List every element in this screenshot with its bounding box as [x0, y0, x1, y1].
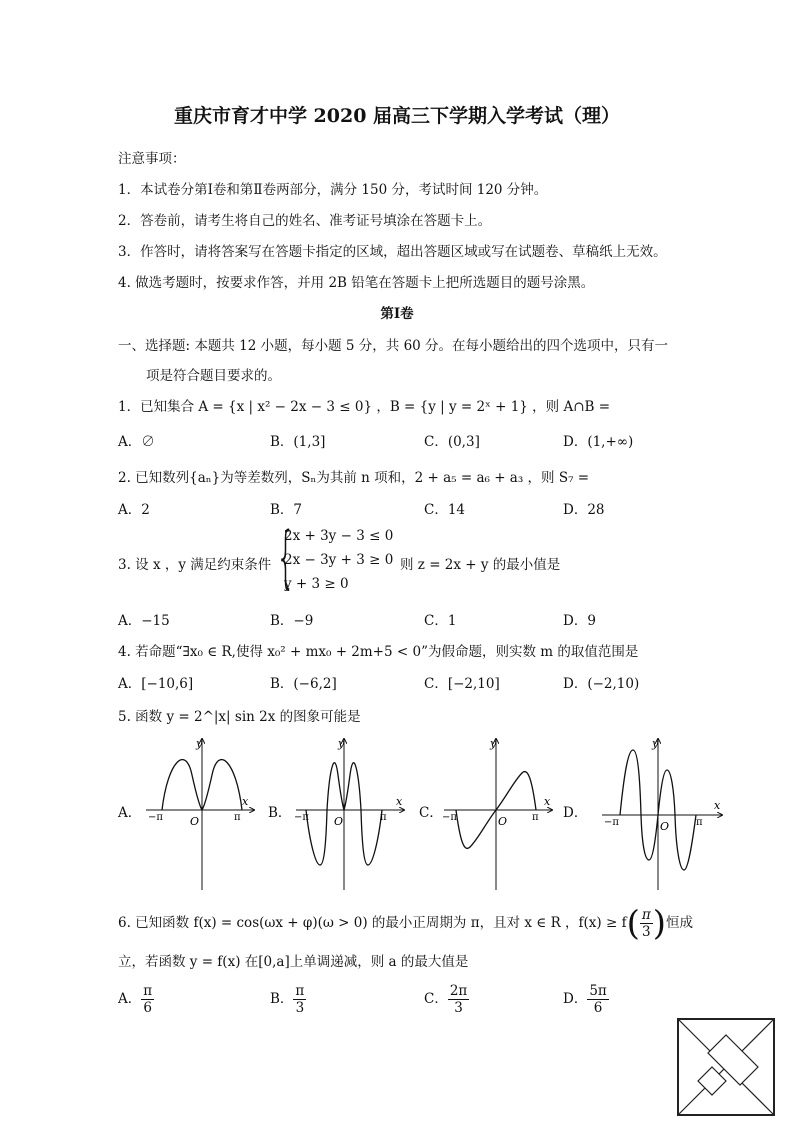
close-paren: ) — [652, 903, 666, 944]
notice-item-2: 2．答卷前，请考生将自己的姓名、准考证号填涂在答题卡上。 — [118, 213, 492, 229]
notice-item-3: 3．作答时，请将答案写在答题卡指定的区域，超出答题区域或写在试题卷、草稿纸上无效。 — [118, 244, 667, 260]
constraint-2: 2x − 3y + 3 ≥ 0 — [284, 552, 394, 568]
section-instruction: 一、选择题: 本题共 12 小题，每小题 5 分，共 60 分。在每小题给出的四个选项中，只有一 — [118, 338, 669, 354]
x-label: x — [544, 795, 551, 808]
q6-fraction — [640, 907, 653, 940]
q5-label-d: D． — [563, 805, 588, 821]
pi-label: π — [696, 817, 703, 828]
open-paren: ( — [626, 903, 640, 944]
graph-b — [292, 735, 410, 895]
q6-option-b: B． $\frac{\pi}{3}$ — [270, 983, 305, 1016]
y-label: y — [490, 737, 497, 750]
q4-option-d: D．(−2,10) — [563, 676, 640, 692]
notice-heading: 注意事项： — [118, 151, 186, 167]
neg-pi-label: −π — [148, 812, 163, 823]
decorative-logo — [676, 1017, 776, 1117]
q4-option-c: C．[−2,10] — [424, 676, 500, 692]
graph-a — [142, 735, 260, 895]
q3-option-c: C．1 — [424, 613, 457, 629]
question-6-line1 — [118, 903, 693, 944]
q6-frac-den: 3 — [641, 924, 651, 940]
q2-option-d: D．28 — [563, 502, 605, 518]
origin-label: O — [190, 815, 200, 828]
y-label: y — [338, 737, 345, 750]
x-label: x — [714, 799, 721, 812]
pi-label: π — [380, 812, 387, 823]
q6-frac-num: π — [641, 907, 651, 923]
q5-label-b: B． — [268, 805, 292, 821]
q2-option-c: C．14 — [424, 502, 466, 518]
neg-pi-label: −π — [294, 812, 309, 823]
neg-pi-label: −π — [604, 817, 619, 828]
q3-option-a: A．−15 — [118, 613, 170, 629]
origin-label: O — [498, 815, 508, 828]
origin-label: O — [334, 815, 344, 828]
pi-label: π — [532, 812, 539, 823]
q6-option-c: C． $\frac{2\pi}{3}$ — [424, 983, 468, 1016]
graph-c — [440, 735, 558, 895]
section-instruction-cont: 项是符合题目要求的。 — [146, 368, 281, 384]
question-3-prefix: 3. 设 x ，y 满足约束条件 — [118, 557, 272, 573]
question-2-stem: 2. 已知数列{aₙ}为等差数列，Sₙ为其前 n 项和，2 + a₅ = a₆ + a₃ ，则 S₇ = — [118, 470, 590, 486]
notice-item-1: 1．本试卷分第Ⅰ卷和第Ⅱ卷两部分，满分 150 分，考试时间 120 分钟。 — [118, 182, 548, 198]
q2-option-a: A．2 — [118, 502, 150, 518]
question-4-stem: 4. 若命题“∃x₀ ∈ R,使得 x₀² + mx₀ + 2m+5 < 0”为假命题，则实数 m 的取值范围是 — [118, 644, 639, 660]
system-brace: { — [276, 518, 296, 597]
q4-option-a: A．[−10,6] — [118, 676, 194, 692]
q5-label-a: A． — [118, 805, 142, 821]
y-label: y — [196, 737, 203, 750]
volume-heading: 第Ⅰ卷 — [380, 306, 414, 322]
graph-d — [598, 735, 728, 895]
q4-option-b: B．(−6,2] — [270, 676, 337, 692]
q5-label-c: C． — [419, 805, 443, 821]
q3-option-d: D．9 — [563, 613, 596, 629]
q1-option-a: A．∅ — [118, 434, 155, 450]
origin-label: O — [660, 820, 670, 833]
exam-title: 重庆市育才中学 2020 届高三下学期入学考试（理） — [173, 105, 621, 127]
x-label: x — [242, 795, 249, 808]
q1-option-c: C．(0,3] — [424, 434, 480, 450]
q2-option-b: B．7 — [270, 502, 303, 518]
q6-line1-text: 6. 已知函数 f(x) = cos(ωx + φ)(ω > 0) 的最小正周期为 π，且对 x ∈ R ，f(x) ≥ f — [118, 915, 627, 931]
q6-option-a: A． $\frac{\pi}{6}$ — [118, 983, 153, 1016]
constraint-1: 2x + 3y − 3 ≤ 0 — [284, 528, 394, 544]
y-label: y — [652, 737, 659, 750]
q6-line1-end: 恒成 — [665, 915, 693, 931]
q1-option-d: D．(1,+∞) — [563, 434, 634, 450]
question-5-stem: 5. 函数 y = 2^|x| sin 2x 的图象可能是 — [118, 709, 361, 725]
question-3-suffix: 则 z = 2x + y 的最小值是 — [400, 557, 561, 573]
constraint-3: y + 3 ≥ 0 — [284, 576, 349, 592]
q3-option-b: B．−9 — [270, 613, 314, 629]
constraint-system — [284, 524, 393, 596]
pi-label: π — [234, 812, 241, 823]
question-6-line2: 立，若函数 y = f(x) 在[0,a]上单调递减，则 a 的最大值是 — [118, 954, 469, 970]
neg-pi-label: −π — [442, 812, 457, 823]
x-label: x — [396, 795, 403, 808]
question-1-stem: 1．已知集合 A = {x | x² − 2x − 3 ≤ 0} ，B = {y | y = 2ˣ + 1} ，则 A∩B = — [118, 399, 611, 415]
q1-option-b: B．(1,3] — [270, 434, 326, 450]
q6-option-d: D． $\frac{5\pi}{6}$ — [563, 983, 607, 1016]
notice-item-4: 4. 做选考题时，按要求作答，并用 2B 铅笔在答题卡上把所选题目的题号涂黑。 — [118, 275, 595, 291]
